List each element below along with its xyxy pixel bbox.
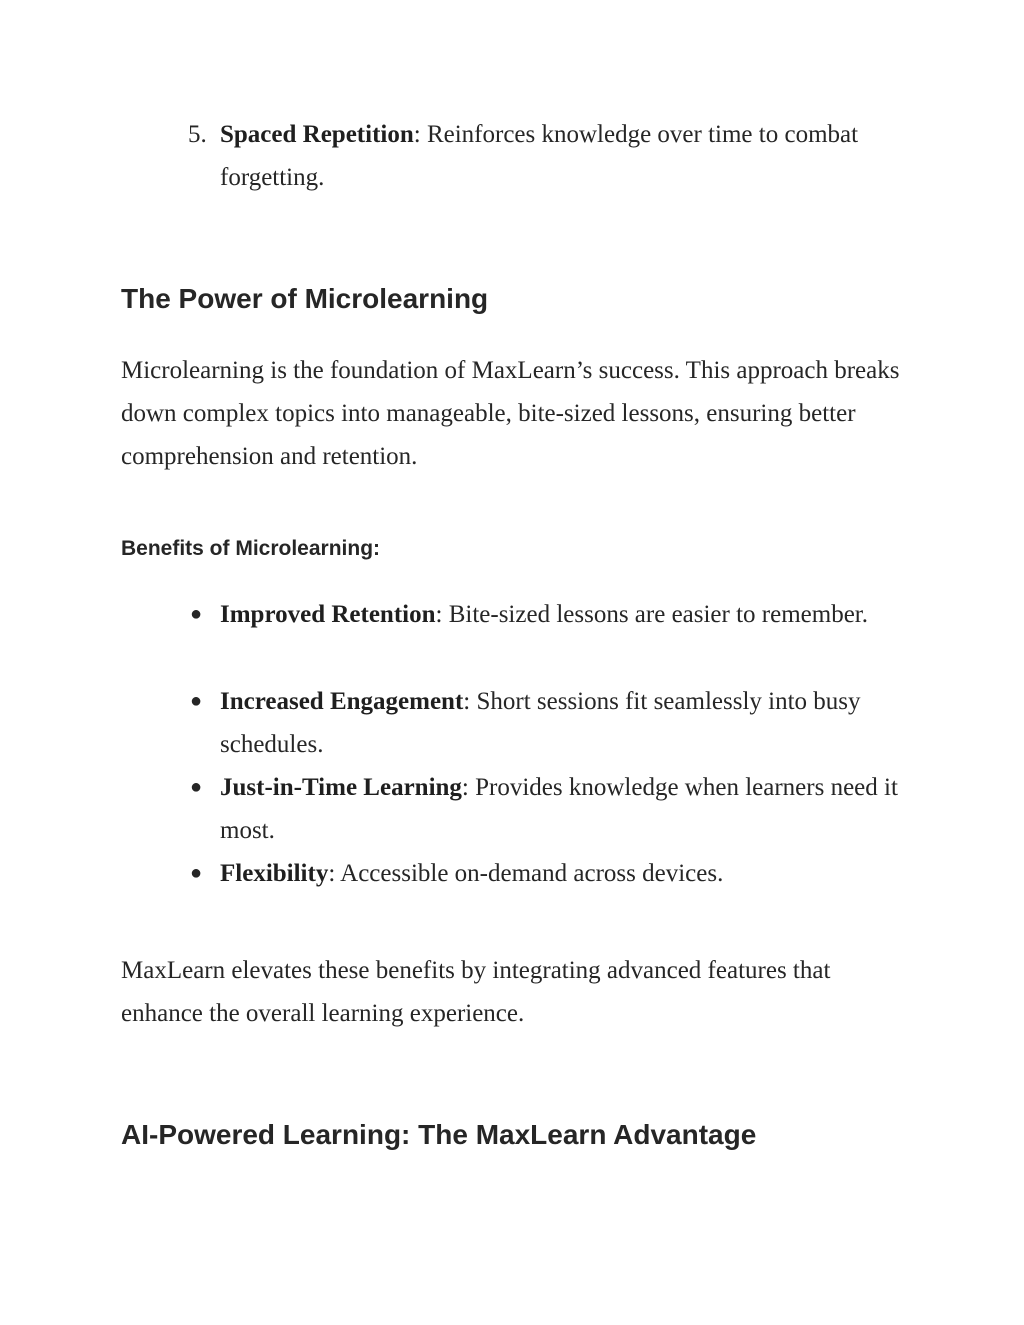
list-item-term: Spaced Repetition <box>220 121 414 148</box>
bullet-list-item <box>188 766 908 852</box>
body-paragraph: Microlearning is the foundation of MaxLearn’s success. This approach breaks down complex topics into manageable, bite-sized lessons, ensuring better comprehension and retention. <box>121 357 900 470</box>
list-item-description: : Bite-sized lessons are easier to remember. <box>435 601 868 628</box>
bullet-icon: ● <box>190 862 203 884</box>
list-item-text <box>220 766 910 852</box>
list-item-description: : Accessible on-demand across devices. <box>328 860 724 887</box>
body-paragraph: MaxLearn elevates these benefits by integrating advanced features that enhance the overall learning experience. <box>121 957 831 1027</box>
list-item-description: : Provides knowledge when learners need it most. <box>220 774 898 844</box>
subsection-heading: Benefits of Microlearning: <box>121 537 381 560</box>
list-item-description: : Reinforces knowledge over time to combat forgetting. <box>220 121 859 191</box>
list-item-text <box>220 680 910 766</box>
bullet-list-item <box>188 680 908 766</box>
list-item-term: Flexibility <box>220 860 329 887</box>
list-item-text <box>220 852 910 895</box>
numbered-list-item <box>188 113 908 199</box>
bullet-icon: ● <box>190 690 203 712</box>
list-item-text <box>220 593 910 636</box>
bullet-icon: ● <box>190 603 203 625</box>
section-heading: AI-Powered Learning: The MaxLearn Advantage <box>121 1119 757 1150</box>
list-item-term: Increased Engagement <box>220 688 464 715</box>
bullet-icon: ● <box>190 776 203 798</box>
list-item-term: Just-in-Time Learning <box>220 774 462 801</box>
bullet-list-item <box>188 852 908 895</box>
list-number: 5. <box>188 121 207 148</box>
bullet-list-item <box>188 593 908 636</box>
list-item-term: Improved Retention <box>220 601 436 628</box>
section-heading: The Power of Microlearning <box>121 283 489 314</box>
list-item-description: : Short sessions fit seamlessly into busy schedules. <box>220 688 861 758</box>
list-item-text <box>220 113 910 199</box>
